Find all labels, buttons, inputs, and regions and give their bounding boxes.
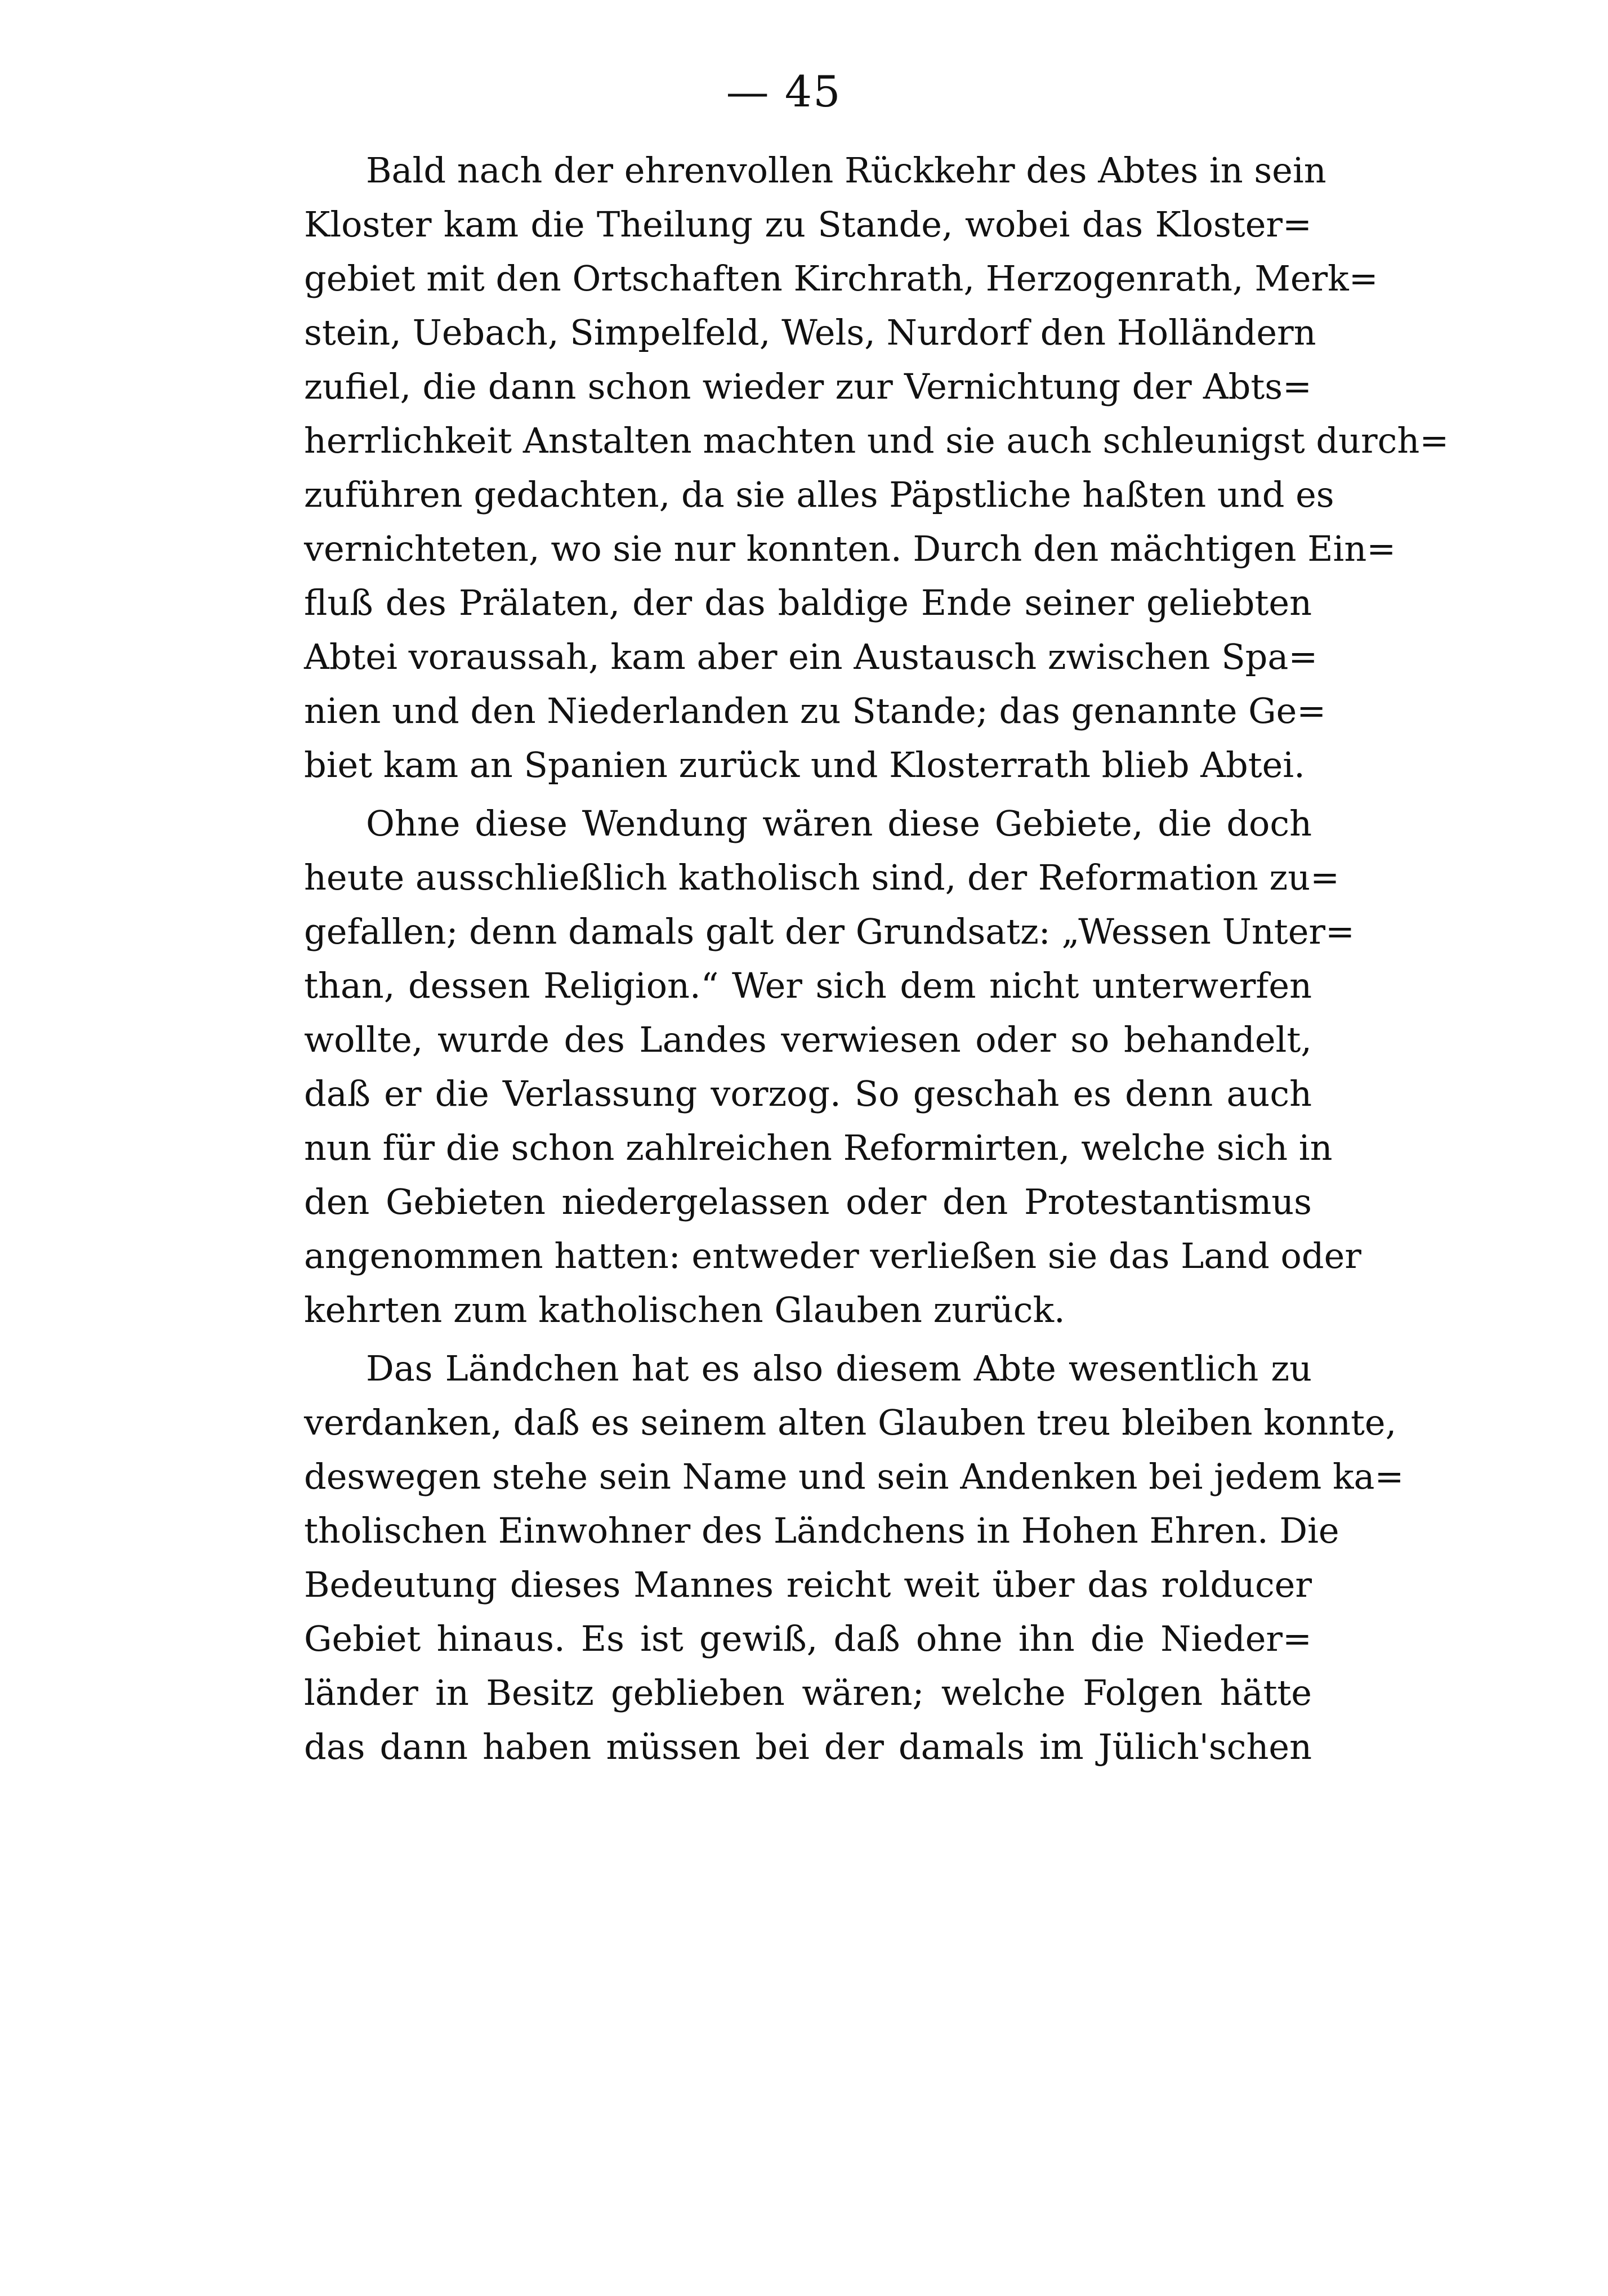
text-line: Das Ländchen hat es also diesem Abte wesentlich zu xyxy=(366,1348,1312,1389)
text-line: stein, Uebach, Simpelfeld, Wels, Nurdorf den Holländern xyxy=(304,312,1316,353)
text-line: angenommen hatten: entweder verließen sie das Land oder xyxy=(304,1235,1361,1276)
text-line: den Gebieten niedergelassen oder den Protestantismus xyxy=(304,1181,1312,1222)
text-line: vernichteten, wo sie nur konnten. Durch den mächtigen Ein= xyxy=(304,528,1396,569)
text-line: Abtei voraussah, kam aber ein Austausch zwischen Spa= xyxy=(304,636,1318,677)
text-line: länder in Besitz geblieben wären; welche Folgen hätte xyxy=(304,1672,1312,1713)
text-line: kehrten zum katholischen Glauben zurück. xyxy=(304,1289,1065,1330)
text-line: gebiet mit den Ortschaften Kirchrath, Herzogenrath, Merk= xyxy=(304,258,1378,299)
text-line: deswegen stehe sein Name und sein Andenken bei jedem ka= xyxy=(304,1456,1404,1497)
text-line: heute ausschließlich katholisch sind, der Reformation zu= xyxy=(304,857,1340,898)
text-line: Bald nach der ehrenvollen Rückkehr des Abtes in sein xyxy=(366,150,1326,191)
page-number: — 45 xyxy=(726,66,842,117)
text-line: Bedeutung dieses Mannes reicht weit über das rolducer xyxy=(304,1564,1312,1605)
text-line: nun für die schon zahlreichen Reformirten, welche sich in xyxy=(304,1127,1333,1168)
paragraph xyxy=(304,1342,1404,1774)
text-line: wollte, wurde des Landes verwiesen oder so behandelt, xyxy=(304,1019,1312,1060)
text-line: than, dessen Religion.“ Wer sich dem nicht unterwerfen xyxy=(304,965,1312,1006)
text-line: zufiel, die dann schon wieder zur Vernichtung der Abts= xyxy=(304,366,1312,407)
body-text xyxy=(304,144,1449,1774)
text-line: biet kam an Spanien zurück und Klosterrath blieb Abtei. xyxy=(304,744,1305,785)
text-line: nien und den Niederlanden zu Stande; das genannte Ge= xyxy=(304,690,1326,731)
paragraph-gap xyxy=(304,1337,1312,1342)
paragraph-gap xyxy=(304,792,1312,797)
text-line: Gebiet hinaus. Es ist gewiß, daß ohne ihn die Nieder= xyxy=(304,1618,1312,1659)
paragraph xyxy=(304,144,1449,792)
text-line: Ohne diese Wendung wären diese Gebiete, die doch xyxy=(366,803,1312,844)
text-line: fluß des Prälaten, der das baldige Ende seiner geliebten xyxy=(304,582,1312,623)
text-line: herrlichkeit Anstalten machten und sie auch schleunigst durch= xyxy=(304,420,1449,461)
paragraph xyxy=(304,797,1361,1337)
text-line: Kloster kam die Theilung zu Stande, wobei das Kloster= xyxy=(304,204,1312,245)
text-line: tholischen Einwohner des Ländchens in Hohen Ehren. Die xyxy=(304,1510,1339,1551)
text-line: daß er die Verlassung vorzog. So geschah es denn auch xyxy=(304,1073,1312,1114)
text-line: gefallen; denn damals galt der Grundsatz: „Wessen Unter= xyxy=(304,911,1355,952)
text-line: zuführen gedachten, da sie alles Päpstliche haßten und es xyxy=(304,474,1334,515)
text-line: das dann haben müssen bei der damals im Jülich'schen xyxy=(304,1726,1312,1767)
text-line: verdanken, daß es seinem alten Glauben treu bleiben konnte, xyxy=(304,1402,1397,1443)
